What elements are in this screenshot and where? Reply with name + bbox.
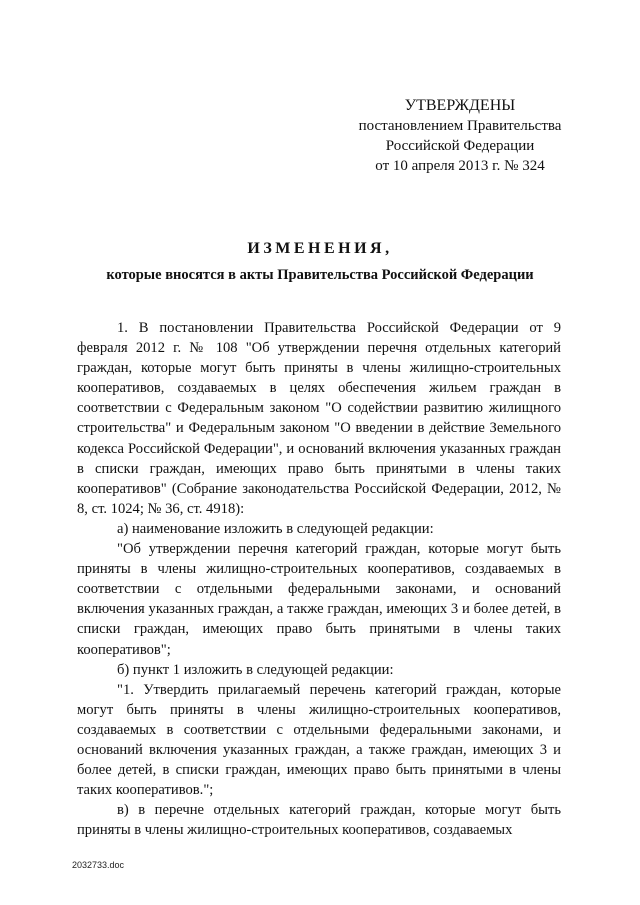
document-subtitle: которые вносятся в акты Правительства Российской Федерации	[106, 267, 534, 283]
paragraph-2: а) наименование изложить в следующей редакции:	[117, 520, 434, 537]
document-body	[77, 318, 561, 840]
footer-filename: 2032733.doc	[72, 860, 125, 870]
paragraph-1: 1. В постановлении Правительства Российской Федерации от 9 февраля 2012 г. № 108 "Об утверждении перечня отдельных категорий граждан, которые могут быть приняты в члены жилищно-строительных кооперативов, создаваемых в целях обеспечения жильем граждан в соответствии с Федеральным законом "О содействии развитию жилищного строительства" и Федеральным законом "О введении в действие Земельного кодекса Российской Федерации", и оснований включения указанных граждан в списки граждан, имеющих право быть принятыми в члены таких кооперативов" (Собрание законодательства Российской Федерации, 2012, № 8, ст. 1024; № 36, ст. 4918):	[77, 320, 561, 517]
paragraph-5: "1. Утвердить прилагаемый перечень категорий граждан, которые могут быть приняты в члены жилищно-строительных кооперативов, создаваемых в соответствии с отдельными федеральными законами, и оснований включения указанных граждан, а также граждан, имеющих 3 и более детей, в списки граждан, имеющих право быть принятыми в члены таких кооперативов.";	[77, 681, 561, 799]
approval-title: УТВЕРЖДЕНЫ	[404, 97, 516, 114]
approval-block	[330, 96, 590, 176]
document-title: ИЗМЕНЕНИЯ,	[247, 240, 393, 257]
paragraph-3: "Об утверждении перечня категорий граждан, которые могут быть приняты в члены жилищно-строительных кооперативов, создаваемых в соответствии с отдельными федеральными законами, и оснований включения указанных граждан, а также граждан, имеющих 3 и более детей, в списки граждан, имеющих право быть принятыми в члены таких кооперативов";	[77, 541, 561, 658]
approval-line-resolution: постановлением Правительства	[358, 118, 562, 134]
approval-line-date: от 10 апреля 2013 г. № 324	[375, 158, 545, 174]
paragraph-6: в) в перечне отдельных категорий граждан, которые могут быть приняты в члены жилищно-строительных кооперативов, создаваемых	[77, 802, 561, 839]
approval-line-federation: Российской Федерации	[385, 138, 535, 154]
paragraph-4: б) пункт 1 изложить в следующей редакции:	[117, 661, 394, 678]
